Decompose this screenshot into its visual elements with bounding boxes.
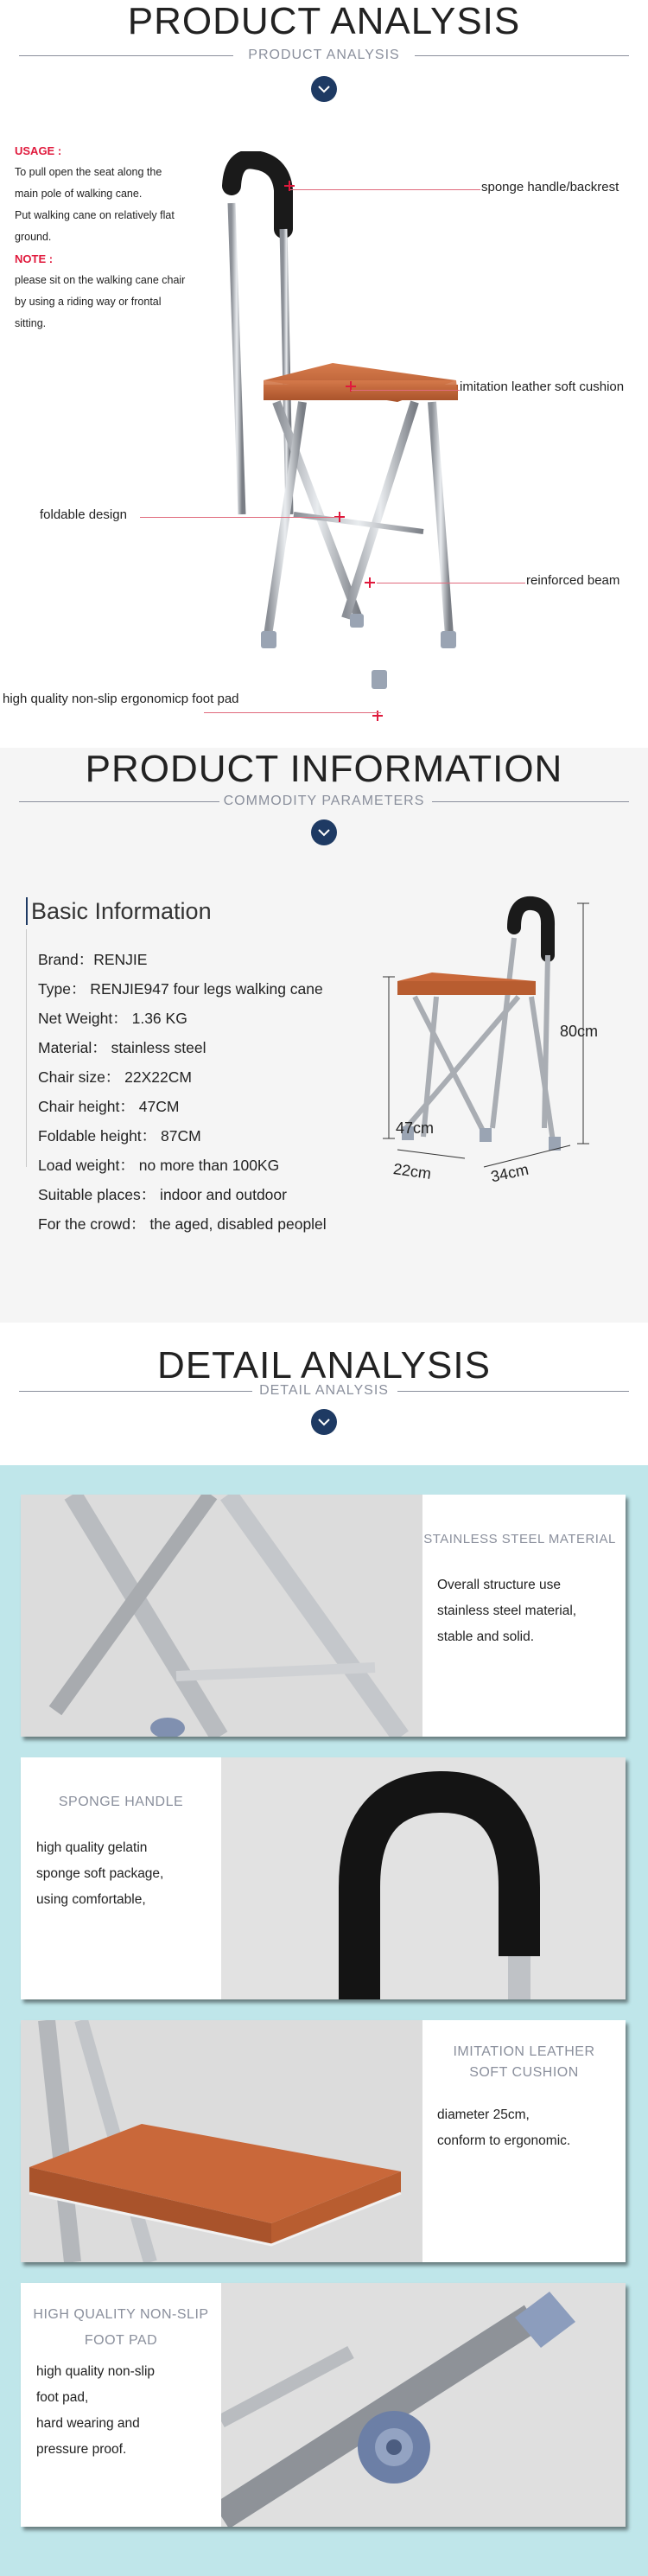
dim-width: 22cm [391,1160,433,1183]
note-line: by using a riding way or frontal [15,296,162,308]
usage-line: Put walking cane on relatively flat [15,209,175,221]
panel-text [36,1835,163,1913]
panel-title [422,2042,626,2083]
information-section [0,748,648,1323]
detail-card-cushion [21,2020,626,2262]
chair-illustration [207,151,484,722]
panel-body [21,1757,221,1999]
panel-text [437,1572,576,1650]
info-row: Type： RENJIE947 four legs walking cane [38,980,323,998]
basic-info-title: Basic Information [31,898,212,924]
basic-info-accent [26,897,28,925]
panel-body [422,2020,626,2262]
panel-text [36,2359,155,2463]
panel-title: SPONGE HANDLE [58,1795,184,1809]
panel-line: sponge soft package, [36,1866,164,1881]
info-row: Net Weight： 1.36 KG [38,1010,187,1027]
usage-line: To pull open the seat along the [15,166,162,178]
basic-info-line [26,929,27,1167]
section-subtitle-detail: DETAIL ANALYSIS [259,1383,389,1398]
section-subtitle-analysis: PRODUCT ANALYSIS [248,48,400,62]
panel-title-line: HIGH QUALITY NON-SLIP [33,2307,209,2322]
panel-line: diameter 25cm, [437,2107,530,2122]
panel-title-line: FOOT PAD [84,2333,158,2348]
panel-line: high quality non-slip [36,2364,156,2379]
panel-line: pressure proof. [36,2442,127,2457]
handle-photo [221,1757,626,1999]
panel-line: stainless steel material, [437,1604,577,1618]
detail-card-handle [21,1757,626,1999]
chevron-down-icon [311,819,337,845]
callout-foldable: foldable design [40,507,127,522]
note-line: sitting. [15,317,47,329]
usage-line: main pole of walking cane. [15,188,143,200]
panel-body [21,2283,221,2527]
leader-line [290,189,480,190]
info-row: Material： stainless steel [38,1039,206,1056]
cushion-photo [21,2020,422,2262]
info-row: Suitable places： indoor and outdoor [38,1186,287,1203]
section-subtitle-information: COMMODITY PARAMETERS [223,794,425,808]
panel-title-line: SOFT CUSHION [469,2065,579,2080]
usage-line: ground. [15,231,52,243]
detail-card-footpad [21,2283,626,2527]
usage-label: USAGE : [15,144,62,157]
panel-line: foot pad, [36,2390,89,2405]
leader-line [204,712,381,713]
chevron-down-icon [311,76,337,102]
panel-line: hard wearing and [36,2416,140,2431]
panel-title: STAINLESS STEEL MATERIAL [423,1532,616,1546]
callout-handle: sponge handle/backrest [481,180,619,194]
panel-title [21,2302,221,2354]
info-row: Brand：RENJIE [38,951,148,968]
steel-photo [21,1495,422,1737]
chevron-down-icon [311,1409,337,1435]
section-title-information: PRODUCT INFORMATION [85,748,563,790]
panel-body [422,1495,626,1737]
info-row: Foldable height： 87CM [38,1127,201,1145]
panel-title-line: IMITATION LEATHER [453,2044,595,2059]
panel-line: conform to ergonomic. [437,2133,571,2148]
info-row: For the crowd： the aged, disabled peoplel [38,1215,327,1233]
usage-block [15,140,213,335]
footpad-photo [221,2283,626,2527]
leader-line [140,517,339,518]
info-row: Chair size： 22X22CM [38,1068,192,1086]
dim-height: 80cm [560,1023,599,1040]
detail-card-steel [21,1495,626,1737]
panel-line: Overall structure use [437,1578,561,1592]
panel-line: stable and solid. [437,1629,535,1644]
section-title-analysis: PRODUCT ANALYSIS [127,0,521,42]
panel-text [437,2102,570,2154]
info-row: Load weight： no more than 100KG [38,1157,280,1174]
dim-seat-height: 47cm [396,1119,435,1137]
panel-line: using comfortable, [36,1892,146,1907]
callout-cushion: imitation leather soft cushion [460,379,625,394]
detail-panels [0,1465,648,2576]
callout-footpad: high quality non-slip ergonomicp foot pad [3,692,239,706]
section-title-detail: DETAIL ANALYSIS [157,1344,491,1387]
panel-line: high quality gelatin [36,1840,148,1855]
leader-line [351,390,460,391]
info-row: Chair height： 47CM [38,1098,180,1115]
dim-depth: 34cm [489,1160,530,1186]
note-label: NOTE : [15,252,54,265]
note-line: please sit on the walking cane chair [15,274,186,286]
callout-beam: reinforced beam [526,573,620,588]
